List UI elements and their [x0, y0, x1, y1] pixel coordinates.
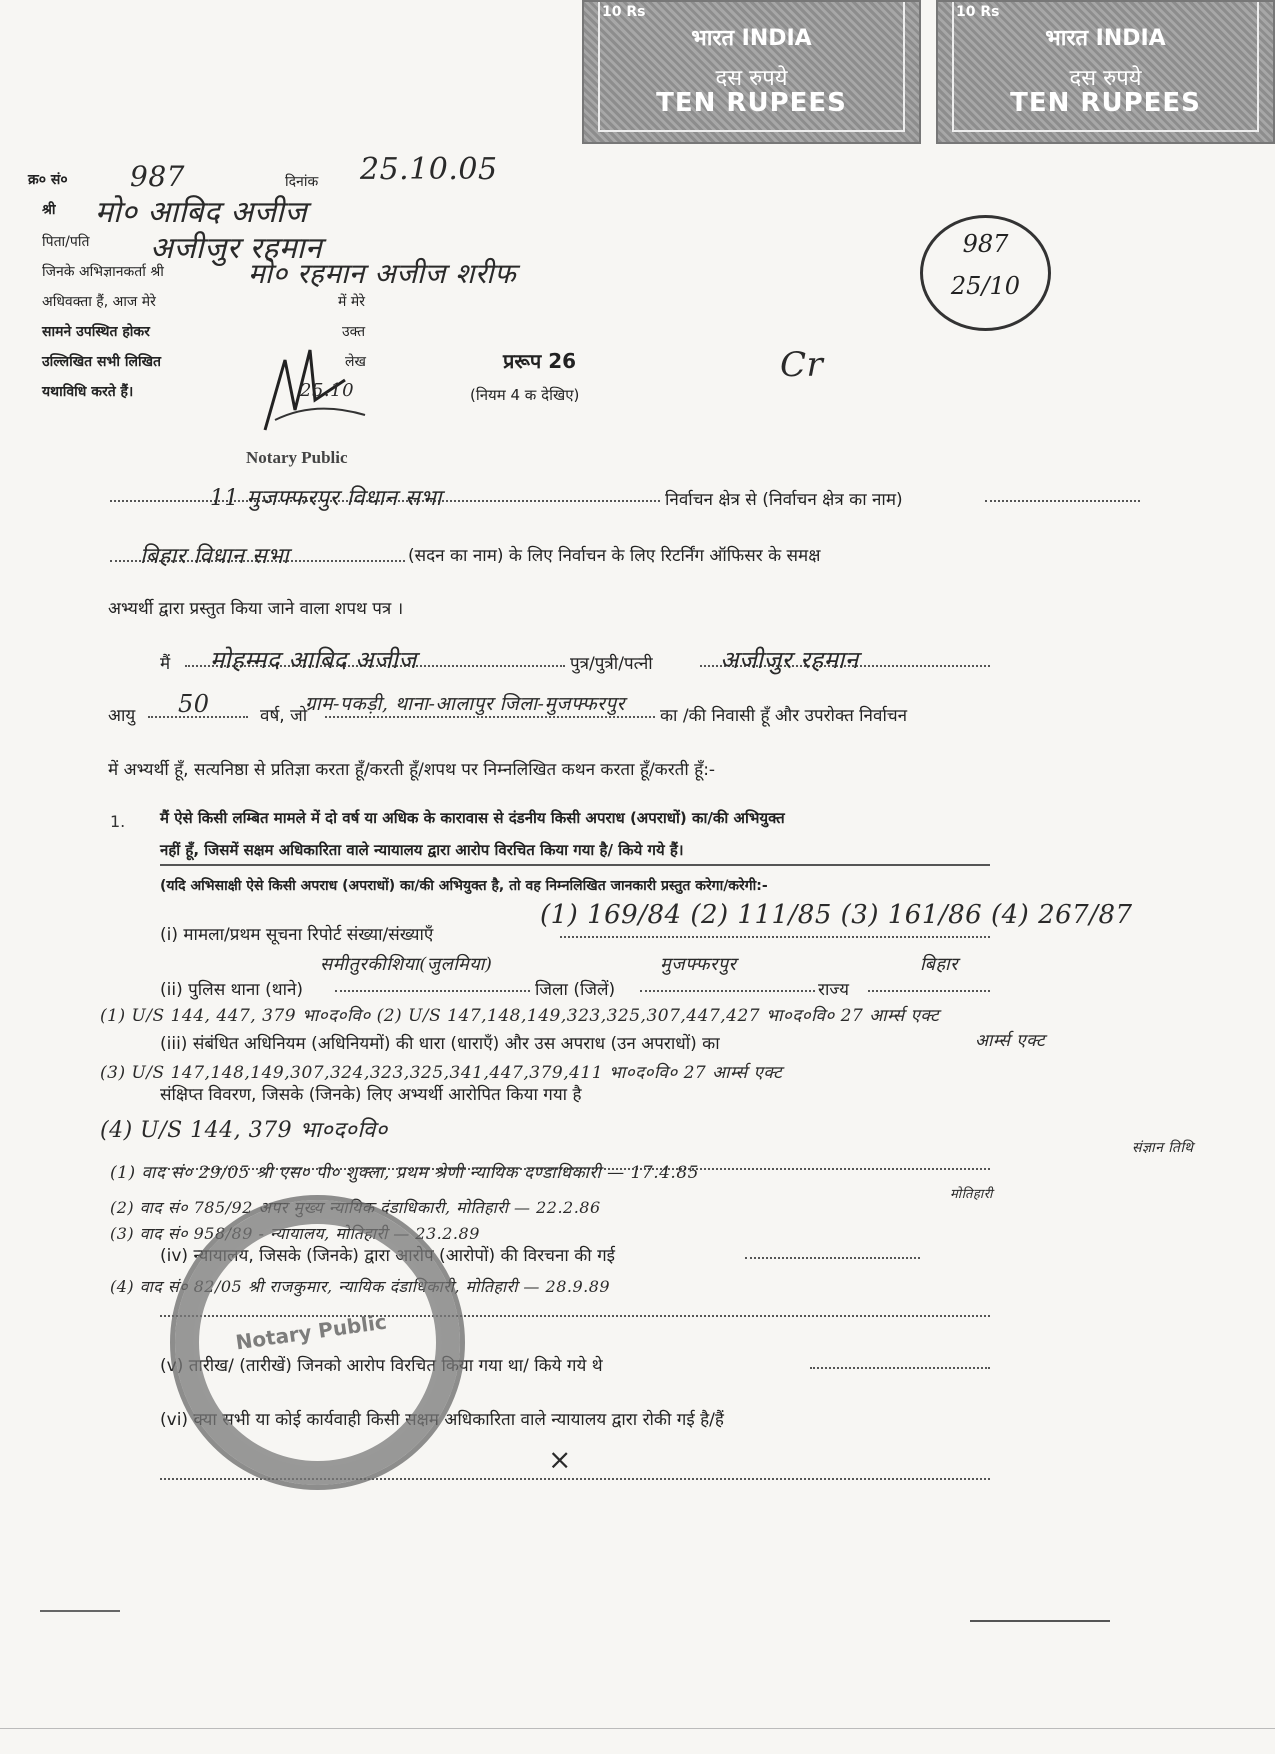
item1-note: (यदि अभिसाक्षी ऐसे किसी अपराध (अपराधों) का/की अभियुक्त है, तो वह निम्नलिखित जानकारी प्रस्तुत करेगा/करेगी:-: [160, 878, 768, 894]
father-label: पिता/पति: [42, 234, 90, 250]
main-label: मैं: [160, 654, 171, 674]
q2-state-line: [868, 990, 990, 992]
oval-number: 987: [962, 230, 1009, 258]
house-name: बिहार विधान सभा: [140, 544, 290, 569]
stamp-country: भारत INDIA: [1045, 26, 1166, 51]
stamp-value-hindi: दस रुपये: [1069, 66, 1142, 91]
deponent-name: मो० आबिद अजीज: [95, 195, 308, 230]
constituency-name: 11 मुजफ्फरपुर विधान सभा: [210, 486, 442, 511]
candidate-name: मोहम्मद आबिद अजीज: [210, 646, 417, 674]
stamp-value-english: TEN RUPEES: [656, 88, 847, 118]
serial-label: क्र० सं०: [28, 172, 68, 188]
revenue-stamp-2: [936, 0, 1275, 144]
q3-label: (iii) संबंधित अधिनियम (अधिनियमों) की धारा (धाराएँ) और उस अपराध (उन अपराधों) का: [160, 1034, 720, 1054]
q2-district-line: [640, 990, 815, 992]
q2-fill-line: [335, 990, 530, 992]
resident-label: का /की निवासी हूँ और उपरोक्त निर्वाचन: [660, 706, 908, 726]
q2-state-label: राज्य: [818, 980, 849, 1000]
seal-text: Notary Public: [234, 1309, 389, 1355]
address-fill-line: [325, 716, 655, 718]
oath-statement: में अभ्यर्थी हूँ, सत्यनिष्ठा से प्रतिज्ञा करता हूँ/करती हूँ/शपथ पर निम्नलिखित कथन करता हूँ/करती हूँ:-: [108, 760, 716, 780]
q5-label: (v) तारीख/ (तारीखें) जिनको आरोप विरचित किया गया था/ किये गये थे: [160, 1356, 603, 1376]
age-label: आयु: [108, 706, 136, 726]
notary-date: 25.10.05: [360, 152, 498, 187]
date-label: दिनांक: [285, 174, 319, 190]
age-value: 50: [178, 690, 210, 718]
notary-sign-date: 25.10: [300, 380, 355, 401]
form-title: प्ररूप 26: [503, 349, 577, 373]
q4-value-2: (2) वाद सं० 785/92 अपर मुख्य न्यायिक दंडाधिकारी, मोतिहारी — 22.2.86: [110, 1198, 601, 1217]
q3-value-1: (1) U/S 144, 447, 379 भा०द०वि० (2) U/S 147,148,149,323,325,307,447,427 भा०द०वि० 27 आर्म्स एक्ट: [100, 1006, 940, 1026]
serial-number: 987: [130, 160, 185, 193]
relation-name: अजीजुर रहमान: [720, 646, 859, 674]
mentioned-line-end: लेख: [345, 354, 366, 370]
affidavit-intro: अभ्यर्थी द्वारा प्रस्तुत किया जाने वाला शपथ पत्र ।: [108, 599, 404, 619]
appear-line: सामने उपस्थित होकर: [42, 324, 150, 340]
advocate-line: अधिवक्ता हैं, आज मेरे: [42, 294, 156, 310]
form-subtitle: (नियम 4 क देखिए): [470, 386, 580, 404]
identifier-name: मो० रहमान अजीज शरीफ: [248, 257, 517, 290]
q3-line2: संक्षिप्त विवरण, जिसके (जिनके) लिए अभ्यर्थी आरोपित किया गया है: [160, 1085, 582, 1105]
appear-line-end: उक्त: [342, 324, 366, 340]
q4-value-1: (1) वाद सं० 29/05 श्री एस० पी० शुक्ला, प्रथम श्रेणी न्यायिक दण्डाधिकारी — 17.4.85: [110, 1163, 699, 1183]
serial-oval-stamp: [920, 215, 1051, 331]
relation-label: पुत्र/पुत्री/पत्नी: [570, 654, 653, 674]
item-number: 1.: [110, 812, 126, 831]
duly-line: यथाविधि करते हैं।: [42, 384, 134, 400]
father-name: अजीजुर रहमान: [150, 231, 323, 266]
q2-district-label: जिला (जिलें): [535, 980, 616, 1000]
mentioned-line: उल्लिखित सभी लिखित: [42, 354, 162, 370]
stamp-value-english: TEN RUPEES: [1010, 88, 1201, 118]
stamp-denomination: 10 Rs: [602, 4, 646, 20]
revenue-stamp-1: [582, 0, 921, 144]
q4-top-note: संज्ञान तिथि: [1132, 1140, 1194, 1156]
q5-fill-line: [810, 1367, 990, 1369]
item1-rule: [160, 864, 990, 866]
q1-value: (1) 169/84 (2) 111/85 (3) 161/86 (4) 267/87: [540, 900, 1133, 930]
q4-value-4: (4) वाद सं० 82/05 श्री राजकुमार, न्यायिक दंडाधिकारी, मोतिहारी — 28.9.89: [110, 1277, 611, 1296]
q3-value-3: (4) U/S 144, 379 भा०द०वि०: [100, 1118, 388, 1143]
page-bottom-edge: [0, 1728, 1275, 1729]
q3-value-2: (3) U/S 147,148,149,307,324,323,325,341,447,379,411 भा०द०वि० 27 आर्म्स एक्ट: [100, 1063, 783, 1083]
q4-label: (iv) न्यायालय, जिसके (जिनके) द्वारा आरोप (आरोपों) की विरचना की गई: [160, 1246, 616, 1266]
stamp-denomination: 10 Rs: [956, 4, 1000, 20]
q2-state-value: बिहार: [920, 954, 959, 975]
bottom-rule-right: [970, 1620, 1110, 1622]
q2-police-value: समीतुरकीशिया(जुलमिया): [320, 954, 493, 975]
q3-value-end: आर्म्स एक्ट: [975, 1031, 1046, 1051]
house-label: (सदन का नाम) के लिए निर्वाचन के लिए रिटर्निंग ऑफिसर के समक्ष: [408, 546, 821, 566]
address-value: ग्राम-पकड़ी, थाना-आलापुर जिला-मुजफ्फरपुर: [305, 693, 625, 715]
years-label: वर्ष, जो: [260, 706, 308, 726]
q6-label: (vi) क्या सभी या कोई कार्यवाही किसी सक्षम अधिकारिता वाले न्यायालय द्वारा रोकी गई है/हैं: [160, 1410, 724, 1430]
notary-public-label: Notary Public: [246, 448, 348, 467]
q4-value-3: (3) वाद सं० 958/89 - न्यायालय, मोतिहारी — 23.2.89: [110, 1224, 480, 1243]
constituency-end-line: [985, 500, 1140, 502]
q4-fill-line-2: [745, 1257, 920, 1259]
item1-line1: मैं ऐसे किसी लम्बित मामले में दो वर्ष या अधिक के कारावास से दंडनीय किसी अपराध (अपराधों) का/की अभियुक्त: [160, 809, 785, 827]
advocate-line-end: में मेरे: [338, 294, 365, 310]
oval-date: 25/10: [950, 272, 1021, 300]
identifier-label: जिनके अभिज्ञानकर्ता श्री: [42, 264, 164, 280]
notary-seal: [170, 1195, 465, 1490]
q6-mark: ×: [548, 1443, 572, 1476]
q4-value-1-note: मोतिहारी: [950, 1187, 993, 1202]
q2-district-value: मुजफ्फरपुर: [660, 954, 737, 975]
stamp-value-hindi: दस रुपये: [715, 66, 788, 91]
constituency-label: निर्वाचन क्षेत्र से (निर्वाचन क्षेत्र का नाम): [665, 490, 903, 510]
item1-line2: नहीं हूँ, जिसमें सक्षम अधिकारिता वाले न्यायालय द्वारा आरोप विरचित किया गया है/ किये गये हैं।: [160, 841, 684, 859]
q1-label: (i) मामला/प्रथम सूचना रिपोर्ट संख्या/संख्याएँ: [160, 925, 434, 945]
bottom-rule-left: [40, 1610, 120, 1612]
shri-label: श्री: [42, 202, 56, 218]
stamp-country: भारत INDIA: [691, 26, 812, 51]
q1-fill-line: [560, 936, 990, 938]
q2-label: (ii) पुलिस थाना (थाने): [160, 980, 304, 1000]
margin-note: Cr: [780, 345, 824, 385]
